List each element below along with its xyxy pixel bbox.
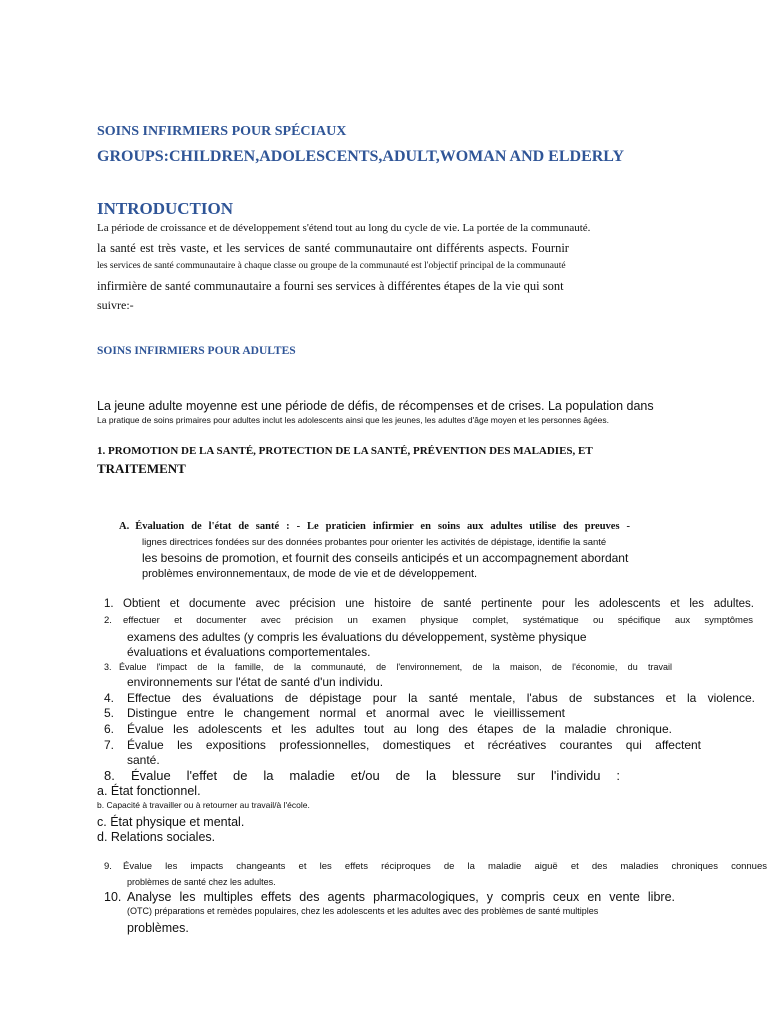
intro-line-5: suivre:- [97,298,134,312]
adults-para-2: La pratique de soins primaires pour adultes inclut les adolescents ainsi que les jeunes, les adultes d'âge moyen et les personnes âgées. [97,415,609,425]
intro-line-3: les services de santé communautaire à chaque classe ou groupe de la communauté est l'objectif principal de la communauté [97,261,566,271]
list-item-8-sub-d: d. Relations sociales. [97,830,216,844]
subsection-a-line-1: lignes directrices fondées sur des données probantes pour orienter les activités de dépistage, identifie la santé [142,537,607,548]
list-item-2-cont-2: évaluations et évaluations comportementales. [127,645,371,659]
intro-line-2: la santé est très vaste, et les services de santé communautaire ont différents aspects. Fournir [97,241,569,255]
list-item-6-number: 6. [104,722,115,736]
subsection-a-title [119,521,630,532]
adults-section-heading: SOINS INFIRMIERS POUR ADULTES [97,345,296,357]
list-item-2-number: 2. [104,615,112,626]
list-item-8-sub-c: c. État physique et mental. [97,815,245,829]
list-item-7: Évalue les expositions professionnelles, domestiques et récréatives courantes qui affectent [127,738,701,752]
subsection-a-line-3: problèmes environnementaux, de mode de vie et de développement. [142,568,478,580]
list-item-1: Obtient et documente avec précision une histoire de santé pertinente pour les adolescents et les adultes. [123,598,754,610]
list-item-3-cont-1: environnements sur l'état de santé d'un individu. [127,675,384,689]
list-item-2-cont-1: examens des adultes (y compris les évaluations du développement, système physique [127,630,587,644]
list-item-3: Évalue l'impact de la famille, de la communauté, de l'environnement, de la maison, de l'économie, du travail [119,662,672,672]
subsection-a-label: A. [119,521,130,532]
list-item-8-sub-b: b. Capacité à travailler ou à retourner au travail/à l'école. [97,800,310,810]
list-item-10-cont-2: problèmes. [127,921,189,935]
list-item-7-cont-1: santé. [127,753,160,767]
list-item-6: Évalue les adolescents et les adultes tout au long des étapes de la maladie chronique. [127,722,672,736]
subsection-a-line-2: les besoins de promotion, et fournit des conseils anticipés et un accompagnement abordant [142,551,629,565]
list-item-10: Analyse les multiples effets des agents pharmacologiques, y compris ceux en vente libre. [127,890,675,904]
list-item-10-cont-1: (OTC) préparations et remèdes populaires, chez les adolescents et les adultes avec des problèmes de santé multiples [127,906,599,916]
list-item-10-number: 10. [104,890,122,904]
list-item-8: Évalue l'effet de la maladie et/ou de la blessure sur l'individu : [131,768,620,783]
section1-heading-line1: 1. PROMOTION DE LA SANTÉ, PROTECTION DE LA SANTÉ, PRÉVENTION DES MALADIES, ET [97,445,593,457]
list-item-8-sub-a: a. État fonctionnel. [97,784,201,798]
section1-heading-line2: TRAITEMENT [97,461,186,476]
adults-para-1: La jeune adulte moyenne est une période de défis, de récompenses et de crises. La population dans [97,399,654,413]
intro-line-4: infirmière de santé communautaire a fourni ses services à différentes étapes de la vie qui sont [97,279,564,293]
list-item-9-number: 9. [104,861,112,872]
introduction-heading: INTRODUCTION [97,199,234,218]
list-item-4-number: 4. [104,691,115,705]
list-item-2: effectuer et documenter avec précision un examen physique complet, systématique ou spécifique aux symptômes [123,615,753,626]
list-item-9-cont-1: problèmes de santé chez les adultes. [127,877,276,887]
intro-line-1: La période de croissance et de développement s'étend tout au long du cycle de vie. La portée de la communauté. [97,222,591,234]
list-item-1-number: 1. [104,598,114,610]
list-item-3-number: 3. [104,662,112,672]
document-title-line1: SOINS INFIRMIERS POUR SPÉCIAUX [97,124,347,139]
list-item-5-number: 5. [104,706,115,720]
list-item-9: Évalue les impacts changeants et les effets réciproques de la maladie aiguë et des maladies chroniques connues [123,861,767,872]
subsection-a-title-text: Évaluation de l'état de santé : - Le praticien infirmier en soins aux adultes utilise des preuves - [135,521,630,532]
list-item-5: Distingue entre le changement normal et anormal avec le vieillissement [127,706,565,720]
list-item-4: Effectue des évaluations de dépistage pour la santé mentale, l'abus de substances et la violence. [127,691,755,705]
list-item-7-number: 7. [104,738,115,752]
list-item-8-number: 8. [104,768,115,783]
document-title-line2: GROUPS:CHILDREN,ADOLESCENTS,ADULT,WOMAN AND ELDERLY [97,148,625,165]
